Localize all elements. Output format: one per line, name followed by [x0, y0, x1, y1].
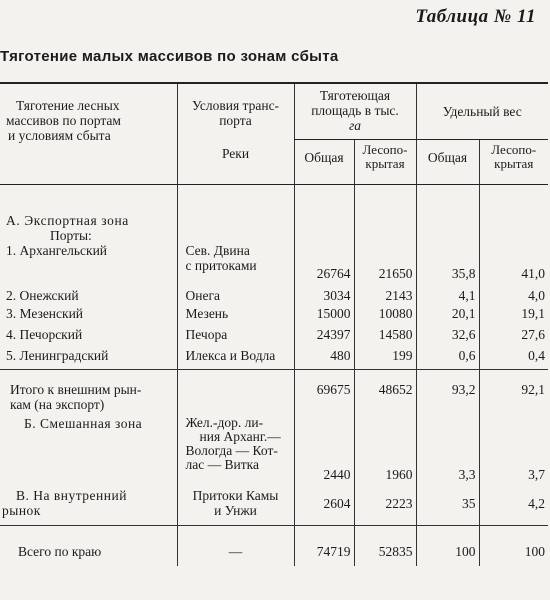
mixed-zone-row: Б. Смешанная зона Жел.-дор. ли- ния Арханг.— Вологда — Кот- лас — Витка 2440 1960 3,3 3,7 — [0, 412, 548, 482]
section-export-zone: А. Экспортная зона Порты: — [6, 213, 129, 243]
table-row: 2. Онежский Онега 3034 2143 4,1 4,0 — [0, 281, 548, 303]
table-row: 1. Архангельский Сев. Двина с притоками 26764 21650 35,8 41,0 — [0, 243, 548, 281]
domestic-row: В. На внутренний рынок Притоки Камы и Унжи 2604 2223 35 4,2 — [0, 482, 548, 526]
header-weight-forest: Лесопо- крытая — [479, 140, 548, 185]
header-weight-group: Удельный вес — [416, 83, 548, 140]
data-table — [0, 82, 548, 566]
table-row: 5. Ленинградский Илекса и Водла 480 199 0,6 0,4 — [0, 345, 548, 369]
header-area-group: Тяготеющая площадь в тыс. га — [294, 83, 416, 140]
total-export-row: Итого к внешним рын- кам (на экспорт) 69675 48652 93,2 92,1 — [0, 369, 548, 412]
header-rivers: Реки — [177, 140, 294, 185]
table-row: 4. Печорский Печора 24397 14580 32,6 27,6 — [0, 324, 548, 345]
header-transport: Условия транс- порта — [177, 83, 294, 140]
header-col1: Тяготение лесных массивов по портам и условиям сбыта — [0, 83, 177, 185]
table-number: Таблица № 11 — [415, 6, 536, 27]
table-caption: Тяготение малых массивов по зонам сбыта — [0, 48, 339, 65]
table-row: 3. Мезенский Мезень 15000 10080 20,1 19,1 — [0, 303, 548, 324]
header-area-total: Общая — [294, 140, 354, 185]
grand-total-row: Всего по краю — 74719 52835 100 100 — [0, 526, 548, 566]
header-weight-total: Общая — [416, 140, 479, 185]
header-area-forest: Лесопо- крытая — [354, 140, 416, 185]
